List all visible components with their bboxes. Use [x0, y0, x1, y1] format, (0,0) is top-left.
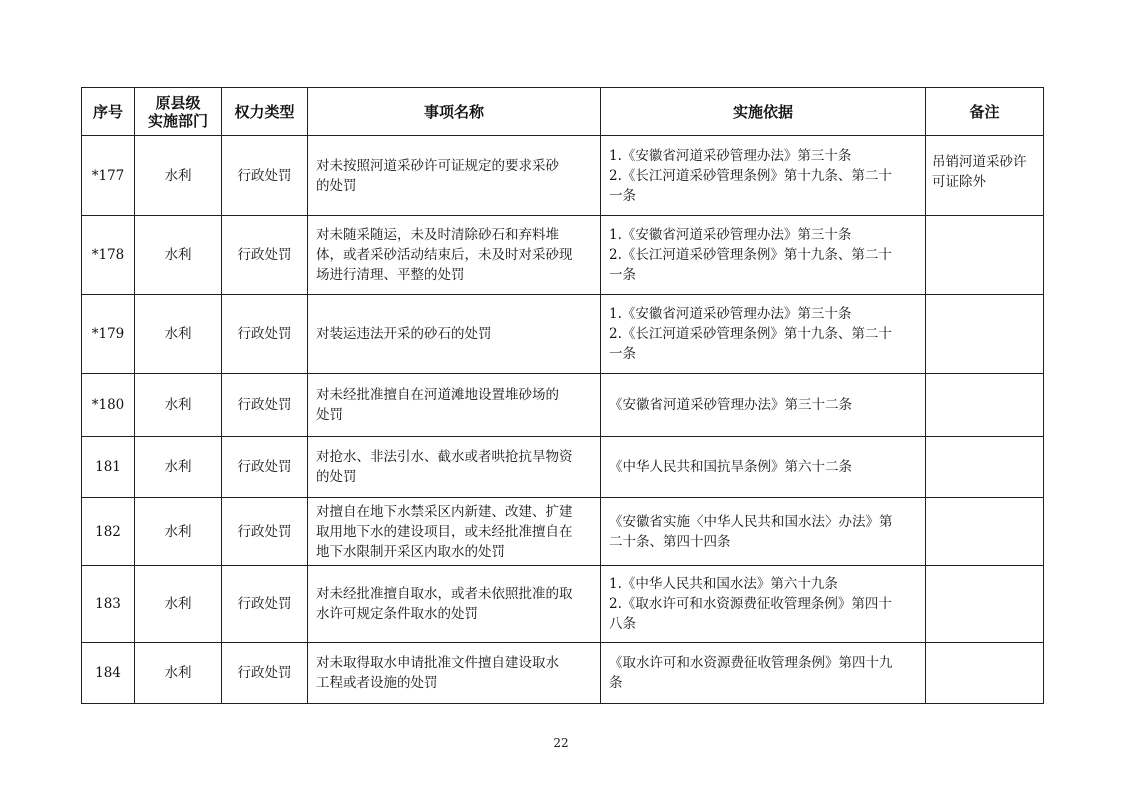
- table-row: [82, 295, 1044, 374]
- cell-dept: 水利: [135, 437, 222, 498]
- cell-remarks: [926, 566, 1044, 643]
- cell-dept: 水利: [135, 216, 222, 295]
- table-row: [82, 566, 1044, 643]
- cell-item-name: [308, 437, 601, 498]
- cell-dept: 水利: [135, 136, 222, 216]
- cell-basis-line: 《取水许可和水资源费征收管理条例》第四十九: [609, 655, 893, 671]
- cell-basis-line: 1.《中华人民共和国水法》第六十九条: [609, 576, 838, 592]
- cell-power-type: 行政处罚: [222, 498, 308, 566]
- table-row: [82, 216, 1044, 295]
- cell-seq: 181: [82, 437, 135, 498]
- table-row: [82, 437, 1044, 498]
- cell-item-name: [308, 216, 601, 295]
- cell-item-name-line: 对擅自在地下水禁采区内新建、改建、扩建: [316, 503, 573, 520]
- cell-seq: *178: [82, 216, 135, 295]
- cell-item-name: [308, 498, 601, 566]
- header-item-name: 事项名称: [308, 88, 601, 136]
- cell-seq: *179: [82, 295, 135, 374]
- cell-basis-line: 一条: [609, 187, 636, 204]
- cell-item-name-line: 对未随采随运，未及时清除砂石和弃料堆: [316, 227, 559, 243]
- cell-basis: [601, 374, 926, 437]
- cell-item-name-line: 地下水限制开采区内取水的处罚: [316, 543, 505, 560]
- cell-power-type: 行政处罚: [222, 566, 308, 643]
- cell-seq: 183: [82, 566, 135, 643]
- cell-basis: [601, 295, 926, 374]
- cell-seq: *180: [82, 374, 135, 437]
- cell-dept: 水利: [135, 643, 222, 704]
- cell-basis-line: 一条: [609, 346, 636, 362]
- cell-basis: [601, 136, 926, 216]
- cell-remarks: [926, 136, 1044, 216]
- cell-item-name: [308, 136, 601, 216]
- cell-basis: [601, 437, 926, 498]
- cell-item-name: [308, 643, 601, 704]
- cell-dept: 水利: [135, 295, 222, 374]
- header-seq: 序号: [82, 88, 135, 136]
- cell-basis-line: 一条: [609, 267, 636, 283]
- cell-power-type: 行政处罚: [222, 643, 308, 704]
- header-dept-line2: 实施部门: [147, 111, 208, 130]
- cell-remarks-line: 可证除外: [932, 174, 986, 190]
- cell-basis: [601, 566, 926, 643]
- page-number: 22: [553, 736, 569, 750]
- cell-basis-line: 2.《长江河道采砂管理条例》第十九条、第二十: [609, 247, 892, 263]
- cell-remarks: [926, 643, 1044, 704]
- cell-seq: *177: [82, 136, 135, 216]
- header-basis: 实施依据: [601, 88, 926, 136]
- cell-item-name-line: 对装运违法开采的砂石的处罚: [316, 326, 492, 342]
- cell-basis: [601, 216, 926, 295]
- header-dept: [135, 88, 222, 136]
- table-row: [82, 136, 1044, 216]
- cell-power-type: 行政处罚: [222, 136, 308, 216]
- cell-basis-line: 《中华人民共和国抗旱条例》第六十二条: [609, 459, 852, 475]
- cell-basis-line: 条: [609, 675, 623, 691]
- cell-power-type: 行政处罚: [222, 374, 308, 437]
- cell-remarks: [926, 374, 1044, 437]
- cell-seq: 182: [82, 498, 135, 566]
- table-body: [82, 136, 1044, 704]
- cell-item-name-line: 对未按照河道采砂许可证规定的要求采砂: [316, 157, 559, 174]
- cell-power-type: 行政处罚: [222, 216, 308, 295]
- cell-remarks-line: 吊销河道采砂许: [932, 154, 1027, 170]
- power-list-table: [81, 87, 1044, 704]
- cell-basis-line: 八条: [609, 616, 636, 632]
- cell-basis-line: 二十条、第四十四条: [609, 533, 731, 550]
- cell-power-type: 行政处罚: [222, 295, 308, 374]
- cell-seq: 184: [82, 643, 135, 704]
- cell-item-name-line: 取用地下水的建设项目，或未经批准擅自在: [316, 523, 573, 540]
- cell-item-name-line: 对未取得取水申请批准文件擅自建设取水: [316, 655, 559, 671]
- cell-item-name-line: 对未经批准擅自取水，或者未依照批准的取: [316, 586, 573, 602]
- cell-remarks: [926, 295, 1044, 374]
- cell-item-name-line: 水许可规定条件取水的处罚: [316, 606, 478, 622]
- table-row: [82, 498, 1044, 566]
- table-row: [82, 643, 1044, 704]
- table-row: [82, 374, 1044, 437]
- cell-item-name-line: 的处罚: [316, 177, 357, 194]
- table-header-row: [82, 88, 1044, 136]
- cell-basis: [601, 643, 926, 704]
- cell-item-name-line: 的处罚: [316, 469, 357, 485]
- cell-dept: 水利: [135, 566, 222, 643]
- cell-item-name-line: 体，或者采砂活动结束后，未及时对采砂现: [316, 247, 573, 263]
- cell-item-name: [308, 295, 601, 374]
- cell-basis-line: 《安徽省河道采砂管理办法》第三十二条: [609, 397, 852, 413]
- cell-basis-line: 1.《安徽省河道采砂管理办法》第三十条: [609, 227, 852, 243]
- header-power-type: 权力类型: [222, 88, 308, 136]
- cell-item-name-line: 处罚: [316, 407, 343, 423]
- cell-basis: [601, 498, 926, 566]
- cell-power-type: 行政处罚: [222, 437, 308, 498]
- cell-item-name-line: 对未经批准擅自在河道滩地设置堆砂场的: [316, 387, 559, 403]
- cell-basis-line: 1.《安徽省河道采砂管理办法》第三十条: [609, 306, 852, 322]
- header-dept-line1: 原县级: [155, 93, 201, 112]
- cell-basis-line: 2.《长江河道采砂管理条例》第十九条、第二十: [609, 167, 892, 184]
- document-page: [81, 87, 1043, 704]
- cell-dept: 水利: [135, 374, 222, 437]
- cell-item-name-line: 对抢水、非法引水、截水或者哄抢抗旱物资: [316, 449, 573, 465]
- cell-remarks: [926, 216, 1044, 295]
- header-remarks: 备注: [926, 88, 1044, 136]
- cell-item-name: [308, 374, 601, 437]
- cell-basis-line: 1.《安徽省河道采砂管理办法》第三十条: [609, 147, 852, 164]
- cell-remarks: [926, 437, 1044, 498]
- cell-item-name-line: 场进行清理、平整的处罚: [316, 267, 465, 283]
- cell-basis-line: 2.《取水许可和水资源费征收管理条例》第四十: [609, 596, 892, 612]
- cell-item-name-line: 工程或者设施的处罚: [316, 675, 438, 691]
- cell-dept: 水利: [135, 498, 222, 566]
- cell-basis-line: 《安徽省实施〈中华人民共和国水法〉办法》第: [609, 513, 893, 530]
- cell-remarks: [926, 498, 1044, 566]
- cell-basis-line: 2.《长江河道采砂管理条例》第十九条、第二十: [609, 326, 892, 342]
- cell-item-name: [308, 566, 601, 643]
